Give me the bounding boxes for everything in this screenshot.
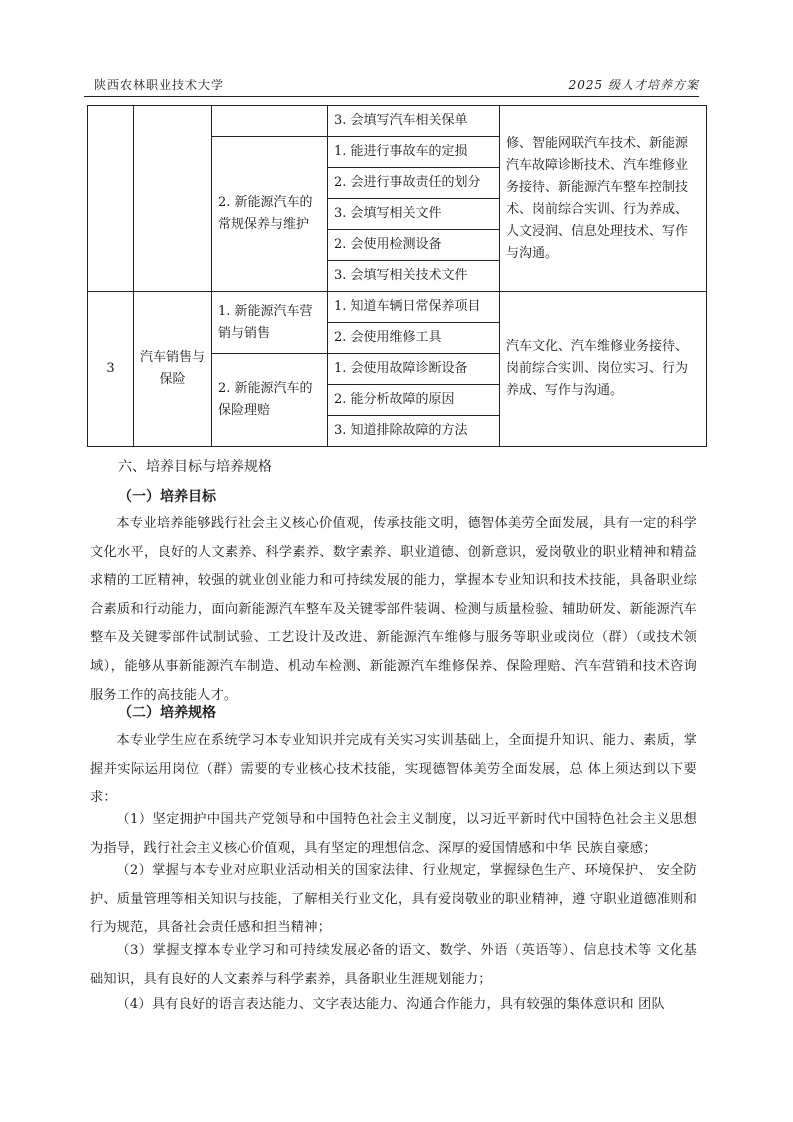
table-cell-ability: 3. 知道排除故障的方法 xyxy=(328,416,500,447)
spec-item-4: （4）具有良好的语言表达能力、文字表达能力、沟通合作能力，具有较强的集体意识和 团队 xyxy=(116,997,665,1012)
header-divider xyxy=(84,96,699,97)
spec-intro-paragraph: 本专业学生应在系统学习本专业知识并完成有关实习实训基础上，全面提升知识、能力、素质，掌握并实际运用岗位（群）需要的专业核心技术技能，实现德智体美劳全面发展，总 体上须达到以下要求： xyxy=(90,733,697,806)
course-ability-table xyxy=(87,105,707,447)
page-header xyxy=(84,76,699,94)
table-cell-ability: 2. 能分析故障的原因 xyxy=(328,385,500,416)
spec-item-1: （1）坚定拥护中国共产党领导和中国特色社会主义制度，以习近平新时代中国特色社会主义思想为指导，践行社会主义核心价值观，具有坚定的理想信念、深厚的爱国情感和中华 民族自豪感； xyxy=(90,812,697,856)
table-cell-number xyxy=(88,106,134,292)
subsection-heading-goal: （一）培养目标 xyxy=(118,489,216,505)
table-cell-ability: 2. 会使用维修工具 xyxy=(328,323,500,354)
table-cell-courses: 修、智能网联汽车技术、新能源汽车故障诊断技术、汽车维修业务接待、新能源汽车整车控制技术、岗前综合实训、行为养成、人文浸润、信息处理技术、写作与沟通。 xyxy=(500,106,707,292)
table-cell-ability: 3. 会填写汽车相关保单 xyxy=(328,106,500,137)
school-name: 陕西农林职业技术大学 xyxy=(94,78,225,92)
table-cell-ability: 1. 会使用故障诊断设备 xyxy=(328,354,500,385)
table-cell-task: 1. 新能源汽车营销与销售 xyxy=(212,292,328,354)
table-cell-ability: 3. 会填写相关文件 xyxy=(328,199,500,230)
table-cell-number: 3 xyxy=(88,292,134,447)
table-cell-task: 2. 新能源汽车的保险理赔 xyxy=(212,354,328,447)
table-cell-ability: 2. 会进行事故责任的划分 xyxy=(328,168,500,199)
table-cell-task: 2. 新能源汽车的常规保养与维护 xyxy=(212,137,328,292)
table-cell-ability: 1. 能进行事故车的定损 xyxy=(328,137,500,168)
table-cell-ability: 1. 知道车辆日常保养项目 xyxy=(328,292,500,323)
table-cell-courses: 汽车文化、汽车维修业务接待、岗前综合实训、岗位实习、行为养成、写作与沟通。 xyxy=(500,292,707,447)
document-title: 2025 级人才培养方案 xyxy=(568,78,699,92)
goal-paragraph: 本专业培养能够践行社会主义核心价值观，传承技能文明，德智体美劳全面发展，具有一定的科学文化水平，良好的人文素养、科学素养、数字素养、职业道德、创新意识，爱岗敬业的职业精神和精益求精的工匠精神，较强的就业创业能力和可持续发展的能力，掌握本专业知识和技术技能，具备职业综合素质和行动能力，面向新能源汽车整车及关键零部件装调、检测与质量检验、辅助研发、新能源汽车整车及关键零部件试制试验、工艺设计及改进、新能源汽车维修与服务等职业或岗位（群）（或技术领域），能够从事新能源汽车制造、机动车检测、新能源汽车维修保养、保险理赔、汽车营销和技术咨询服务工作的高技能人才。 xyxy=(90,516,697,703)
table-cell-ability: 3. 会填写相关技术文件 xyxy=(328,261,500,292)
table-row xyxy=(88,106,707,137)
section-heading: 六、培养目标与培养规格 xyxy=(118,459,272,475)
spec-item-3: （3）掌握支撑本专业学习和可持续发展必备的语文、数学、外语（英语等）、信息技术等 文化基础知识，具有良好的人文素养与科学素养，具备职业生涯规划能力； xyxy=(90,943,697,987)
spec-item-2: （2）掌握与本专业对应职业活动相关的国家法律、行业规定，掌握绿色生产、环境保护、 安全防护、质量管理等相关知识与技能，了解相关行业文化，具有爱岗敬业的职业精神，遵 守职业道德准则和行为规范，具备社会责任感和担当精神； xyxy=(90,863,697,936)
subsection-heading-spec: （二）培养规格 xyxy=(118,705,216,721)
table-cell-area xyxy=(134,106,212,292)
table-cell-task xyxy=(212,106,328,137)
table-cell-area: 汽车销售与保险 xyxy=(134,292,212,447)
table-cell-ability: 2. 会使用检测设备 xyxy=(328,230,500,261)
table-row xyxy=(88,292,707,323)
